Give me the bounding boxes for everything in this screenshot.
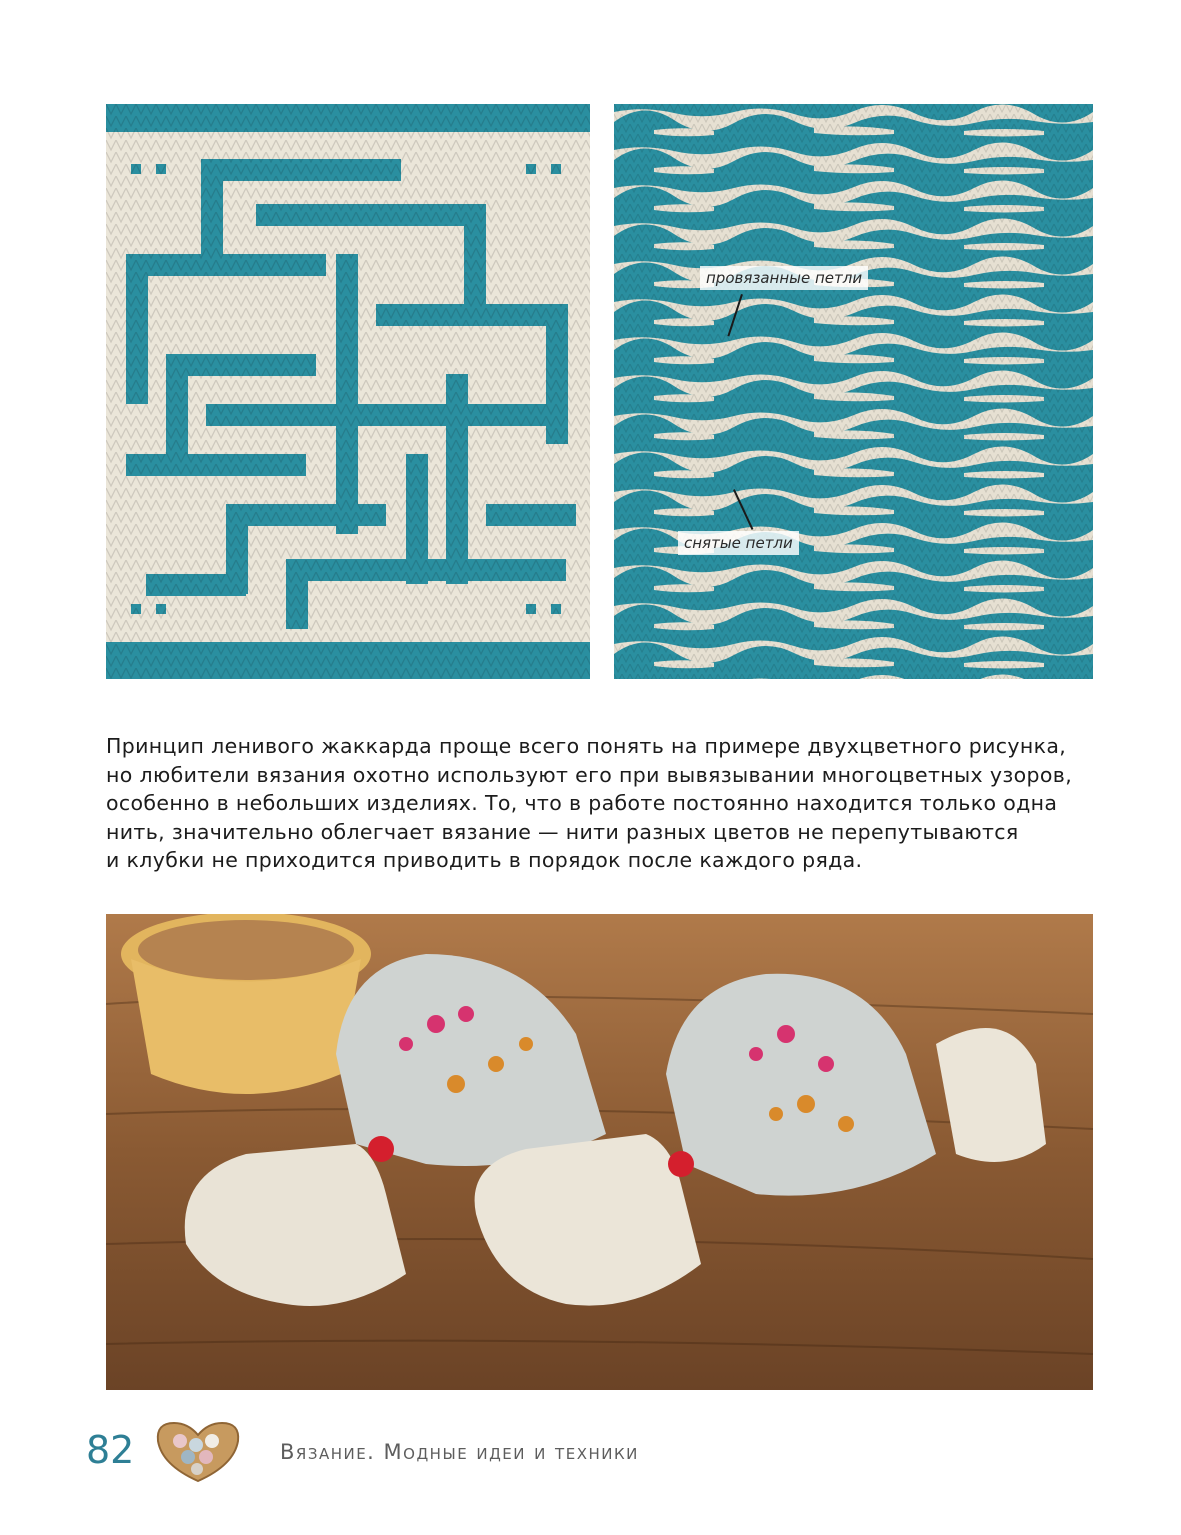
- slipped-stitches-label: снятые петли: [678, 531, 799, 555]
- jacquard-swatch-photo: [106, 104, 590, 679]
- paragraph-line: Принцип ленивого жаккарда проще всего понять на примере двухцветного рисунка,: [106, 734, 1067, 758]
- paragraph-line: но любители вязания охотно используют его при вывязывании многоцветных узоров,: [106, 762, 1073, 787]
- mittens-image: [106, 914, 1093, 1390]
- mittens-photo: [106, 914, 1093, 1390]
- slipstitch-swatch-photo: [614, 104, 1093, 679]
- paragraph-line: нить, значительно облегчает вязание — нити разных цветов не перепутываются: [106, 819, 1019, 844]
- paragraph-line: и клубки не приходится приводить в порядок после каждого ряда.: [106, 848, 863, 872]
- body-paragraph: [106, 732, 1096, 875]
- book-title: Вязание. Модные идеи и техники: [280, 1440, 639, 1464]
- page-number: 82: [86, 1428, 135, 1472]
- knitted-stitches-label: провязанные петли: [700, 266, 868, 290]
- slipstitch-swatch-image: [614, 104, 1093, 679]
- basket-icon: [152, 1415, 244, 1485]
- paragraph-line: особенно в небольших изделиях. То, что в работе постоянно находится только одна: [106, 791, 1058, 815]
- jacquard-swatch-image: [106, 104, 590, 679]
